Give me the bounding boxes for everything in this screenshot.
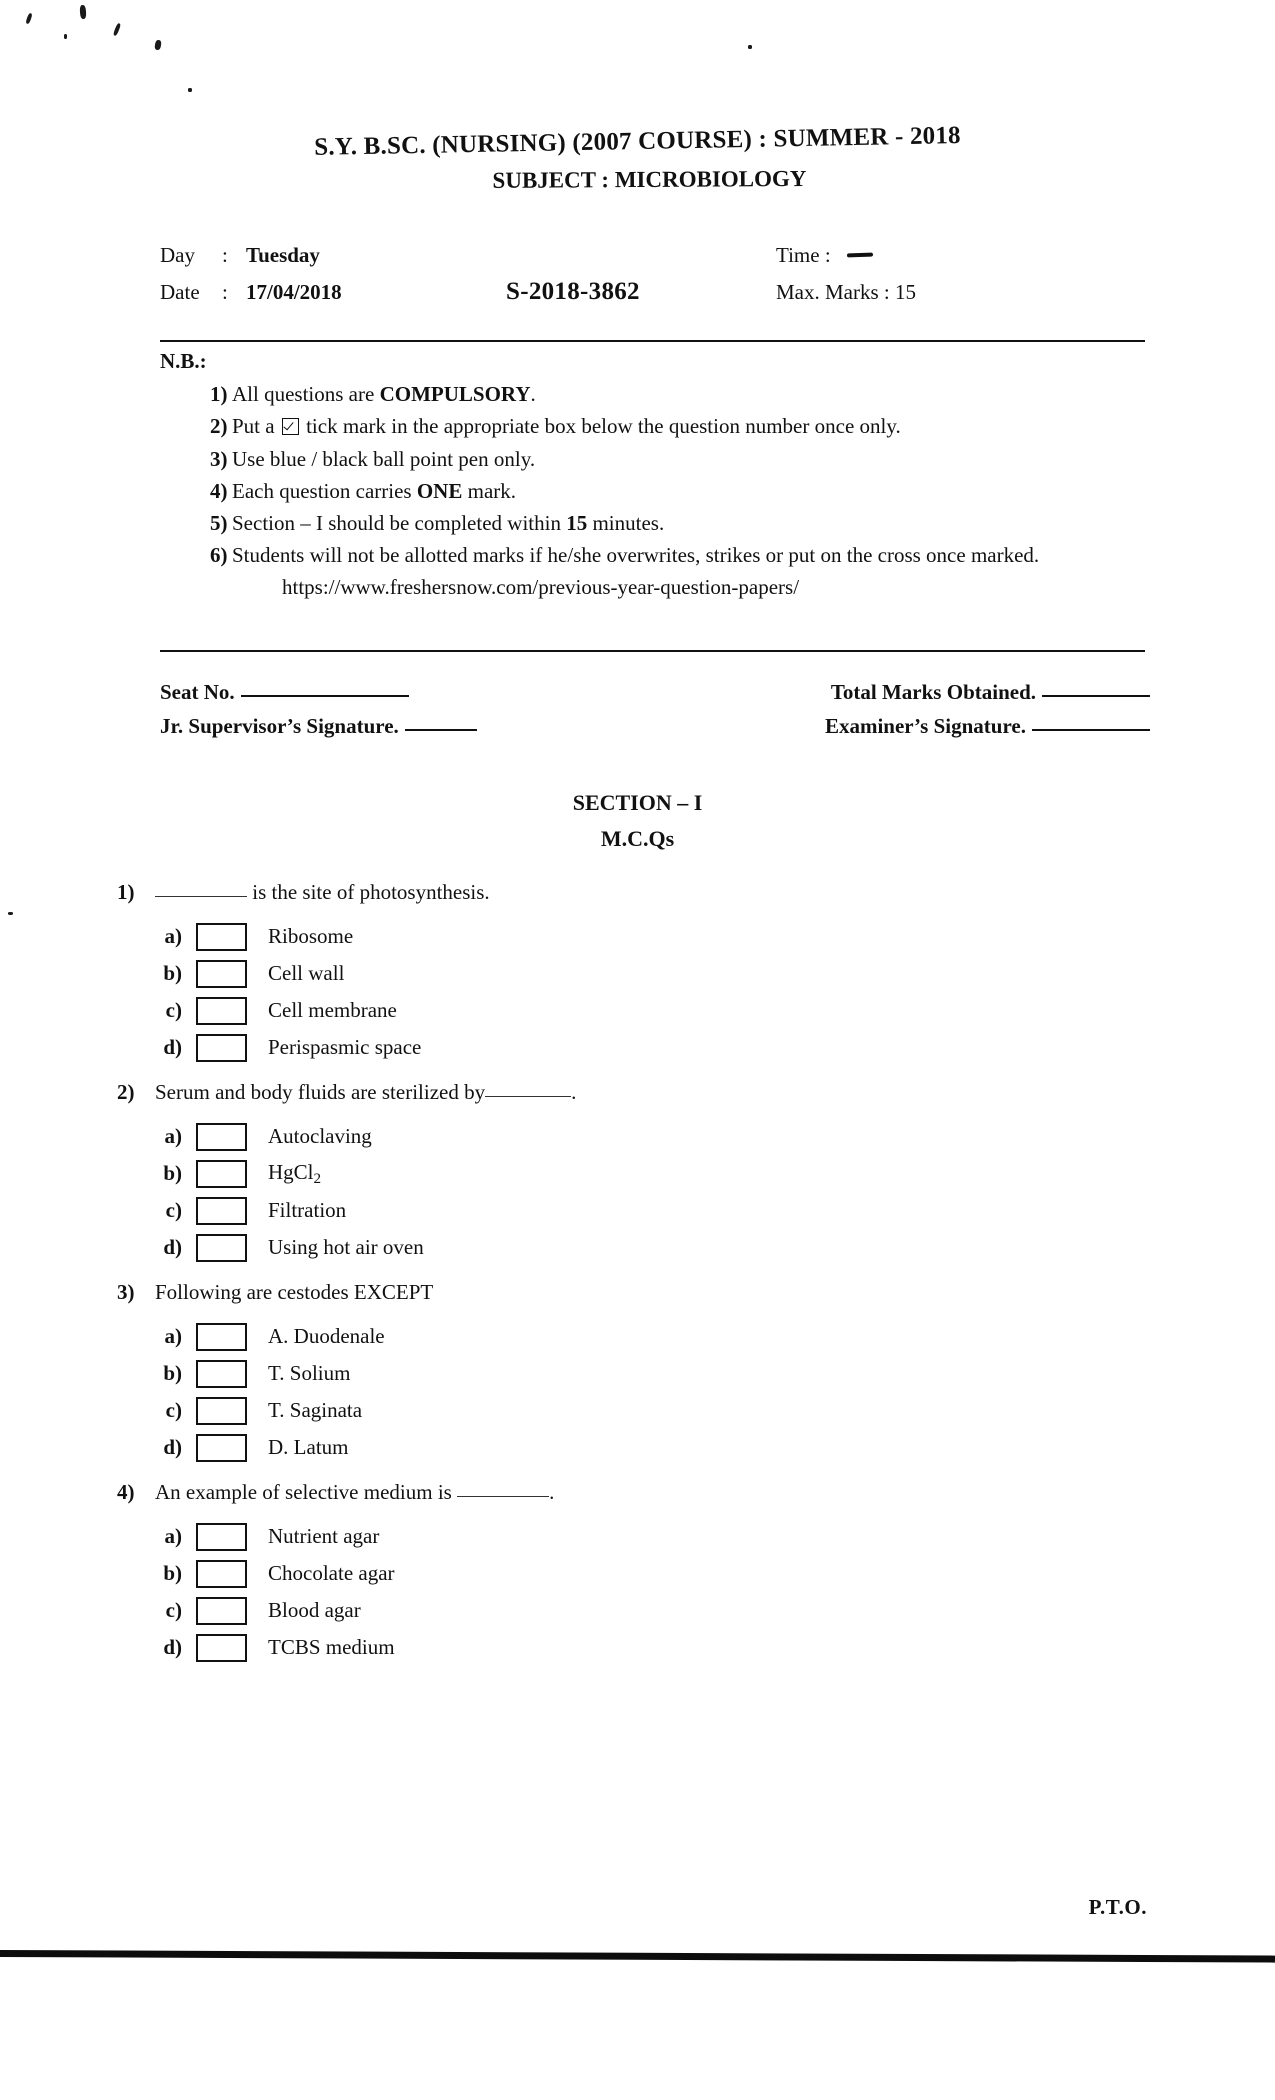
nb-text-post: minutes. (587, 511, 665, 536)
examiner-label: Examiner’s Signature. (824, 714, 1026, 738)
nb-item (160, 446, 1160, 473)
option-label: Cell wall (268, 961, 345, 985)
nb-item (160, 542, 1160, 569)
option-row[interactable] (0, 1429, 1275, 1466)
option-label: T. Solium (268, 1361, 351, 1385)
option-checkbox[interactable] (196, 1323, 247, 1351)
question-heading (0, 1280, 1275, 1305)
nb-item-number: 4) (210, 478, 228, 503)
question-heading (0, 880, 1275, 905)
questions-list (0, 880, 1275, 1680)
day-label: Day (160, 243, 195, 267)
nb-item-number: 5) (210, 511, 228, 536)
option-label (247, 1160, 321, 1188)
date-label: Date (160, 280, 200, 304)
option-checkbox[interactable] (196, 1434, 247, 1462)
nb-item (160, 381, 1160, 408)
nb-item (160, 413, 1160, 440)
option-row[interactable] (0, 1155, 1275, 1192)
section-title: SECTION – I (572, 790, 703, 815)
scan-speckle (64, 34, 67, 39)
question-number: 4) (117, 1480, 135, 1504)
nb-item (160, 510, 1160, 537)
option-row[interactable] (0, 918, 1275, 955)
nb-text-pre: Put a (232, 414, 280, 439)
page-title (0, 122, 1275, 193)
seat-no-field[interactable] (160, 680, 409, 705)
question-number: 3) (117, 1280, 135, 1304)
question-text (155, 1080, 1275, 1105)
nb-item-text (232, 510, 1112, 537)
option-checkbox[interactable] (196, 1397, 247, 1425)
option-label: D. Latum (268, 1435, 349, 1459)
nb-list (160, 381, 1160, 600)
option-checkbox[interactable] (196, 1234, 247, 1262)
jr-supervisor-label: Jr. Supervisor’s Signature. (160, 714, 399, 738)
option-row[interactable] (0, 1555, 1275, 1592)
seat-no-label: Seat No. (160, 680, 235, 704)
option-letter: b) (163, 961, 182, 985)
scan-speckle (188, 88, 192, 92)
question-text (155, 1480, 1275, 1505)
option-checkbox[interactable] (196, 1197, 247, 1225)
option-letter: b) (163, 1361, 182, 1385)
option-label: Perispasmic space (268, 1035, 422, 1059)
jr-supervisor-blank[interactable] (405, 729, 477, 731)
question-number: 1) (117, 880, 135, 904)
question-item (0, 1280, 1275, 1466)
day-value: Tuesday (246, 243, 320, 267)
option-checkbox[interactable] (196, 1123, 247, 1151)
seat-signature-block (160, 680, 1150, 748)
nb-item-number: 1) (210, 382, 228, 406)
option-checkbox[interactable] (196, 997, 247, 1025)
examiner-field[interactable] (825, 714, 1150, 739)
option-label: Cell membrane (268, 998, 397, 1022)
question-text-post: is the site of photosynthesis. (247, 880, 490, 904)
answer-blank[interactable] (457, 1496, 549, 1497)
option-checkbox[interactable] (196, 960, 247, 988)
option-row[interactable] (0, 1592, 1275, 1629)
nb-item-text (232, 478, 1112, 505)
nb-heading: N.B.: (160, 349, 207, 373)
exam-meta (160, 243, 1120, 313)
question-text-pre: An example of selective medium is (155, 1480, 458, 1504)
option-row[interactable] (0, 1029, 1275, 1066)
total-marks-blank[interactable] (1042, 695, 1150, 697)
seat-row-2 (160, 714, 1150, 748)
exam-subject: SUBJECT : MICROBIOLOGY (492, 165, 807, 193)
option-label: Using hot air oven (268, 1235, 424, 1259)
paper-code: S-2018-3862 (506, 278, 640, 305)
option-letter: b) (163, 1161, 182, 1185)
option-label: Blood agar (268, 1598, 361, 1622)
nb-item-text (232, 413, 1112, 440)
nb-text-pre: Section – I should be completed within (232, 511, 567, 536)
option-row[interactable] (0, 1518, 1275, 1555)
nb-item-text: Use blue / black ball point pen only. (232, 446, 536, 471)
option-letter: a) (164, 924, 182, 948)
nb-text-post: tick mark in the appropriate box below the question number once only. (300, 414, 901, 439)
divider-bottom (160, 650, 1145, 652)
footer-black-bar (0, 1950, 1275, 1963)
day-colon: : (222, 243, 228, 267)
option-checkbox[interactable] (196, 1634, 247, 1662)
nb-text-pre: All questions are (232, 382, 380, 406)
question-item (0, 1080, 1275, 1266)
option-checkbox[interactable] (196, 1597, 247, 1625)
option-row[interactable] (0, 955, 1275, 992)
option-letter: c) (165, 1198, 182, 1222)
question-text-post: . (549, 1480, 555, 1504)
time-dash-mark (847, 253, 873, 258)
meta-row-date (160, 278, 1120, 313)
option-label: Nutrient agar (268, 1524, 380, 1548)
section-subtitle: M.C.Qs (600, 826, 675, 851)
option-label: T. Saginata (268, 1398, 363, 1422)
option-letter: c) (165, 998, 182, 1022)
date-value: 17/04/2018 (246, 280, 342, 304)
option-row[interactable] (0, 1229, 1275, 1266)
option-checkbox[interactable] (196, 923, 247, 951)
option-checkbox[interactable] (196, 1560, 247, 1588)
answer-blank[interactable] (155, 896, 247, 897)
seat-no-blank[interactable] (241, 695, 409, 697)
nb-item-text (232, 381, 1112, 408)
scan-speckle (25, 13, 33, 25)
option-letter: d) (163, 1235, 182, 1259)
option-label: Chocolate agar (268, 1561, 395, 1585)
option-row[interactable] (0, 992, 1275, 1029)
option-row[interactable] (0, 1392, 1275, 1429)
examiner-blank[interactable] (1032, 729, 1150, 731)
time-row (776, 243, 873, 268)
source-url-watermark: https://www.freshersnow.com/previous-year-question-papers/ (282, 574, 800, 599)
max-marks: Max. Marks : 15 (776, 280, 916, 304)
option-letter: d) (163, 1435, 182, 1459)
section-heading (0, 790, 1275, 852)
question-text (155, 880, 1275, 905)
option-label-subscript: 2 (313, 1170, 322, 1187)
option-letter: d) (163, 1035, 182, 1059)
option-letter: c) (165, 1598, 182, 1622)
option-letter: a) (164, 1324, 182, 1348)
option-label: TCBS medium (268, 1635, 395, 1659)
checkbox-tick-icon (282, 418, 299, 435)
scan-speckle (154, 40, 162, 51)
scan-speckle (748, 45, 752, 49)
option-letter: a) (164, 1524, 182, 1548)
page-turn-over-label: P.T.O. (1088, 1895, 1147, 1919)
time-label: Time : (776, 243, 831, 267)
question-heading (0, 1480, 1275, 1505)
option-row[interactable] (0, 1192, 1275, 1229)
seat-row-1 (160, 680, 1150, 714)
option-row[interactable] (0, 1629, 1275, 1666)
question-item (0, 1480, 1275, 1666)
question-number: 2) (117, 1080, 135, 1104)
scan-speckle (113, 23, 122, 37)
nb-text-bold: 15 (566, 511, 588, 536)
scan-speckle (80, 5, 87, 19)
nb-text-bold: COMPULSORY (379, 382, 531, 406)
divider-top (160, 340, 1145, 342)
option-row[interactable] (0, 1318, 1275, 1355)
question-item (0, 880, 1275, 1066)
answer-blank[interactable] (485, 1096, 571, 1097)
option-checkbox[interactable] (196, 1523, 247, 1551)
option-letter: a) (164, 1124, 182, 1148)
option-checkbox[interactable] (196, 1160, 247, 1188)
nb-text-pre: Each question carries (232, 478, 417, 503)
option-label: Ribosome (268, 924, 354, 948)
question-text: Following are cestodes EXCEPT (155, 1280, 434, 1304)
option-checkbox[interactable] (196, 1034, 247, 1062)
exam-title: S.Y. B.SC. (NURSING) (2007 COURSE) : SUMMER - 2018 (313, 122, 961, 161)
question-text-post: . (571, 1080, 577, 1104)
option-checkbox[interactable] (196, 1360, 247, 1388)
option-row[interactable] (0, 1355, 1275, 1392)
option-label: Filtration (268, 1198, 347, 1222)
meta-row-day (160, 243, 1120, 278)
option-label-text: HgCl (268, 1159, 314, 1184)
jr-supervisor-field[interactable] (160, 714, 477, 739)
nb-text-bold: ONE (416, 478, 463, 503)
nb-item-number: 2) (210, 414, 228, 439)
total-marks-field[interactable] (831, 680, 1150, 705)
option-letter: c) (165, 1398, 182, 1422)
nb-item-text: Students will not be allotted marks if he/she overwrites, strikes or put on the cross once marked. (232, 543, 1040, 568)
question-text-pre: Serum and body fluids are sterilized by (155, 1080, 486, 1104)
notes-block (160, 349, 1160, 600)
question-heading (0, 1080, 1275, 1105)
date-colon: : (222, 280, 228, 304)
option-letter: b) (163, 1561, 182, 1585)
nb-item (160, 478, 1160, 505)
total-marks-label: Total Marks Obtained. (830, 680, 1036, 704)
option-letter: d) (163, 1635, 182, 1659)
option-label: Autoclaving (268, 1124, 372, 1148)
nb-text-post: . (530, 382, 536, 406)
option-label: A. Duodenale (268, 1324, 385, 1348)
nb-text-post: mark. (462, 478, 517, 503)
nb-item-number: 3) (210, 446, 228, 471)
option-row[interactable] (0, 1118, 1275, 1155)
nb-item-number: 6) (210, 543, 228, 568)
